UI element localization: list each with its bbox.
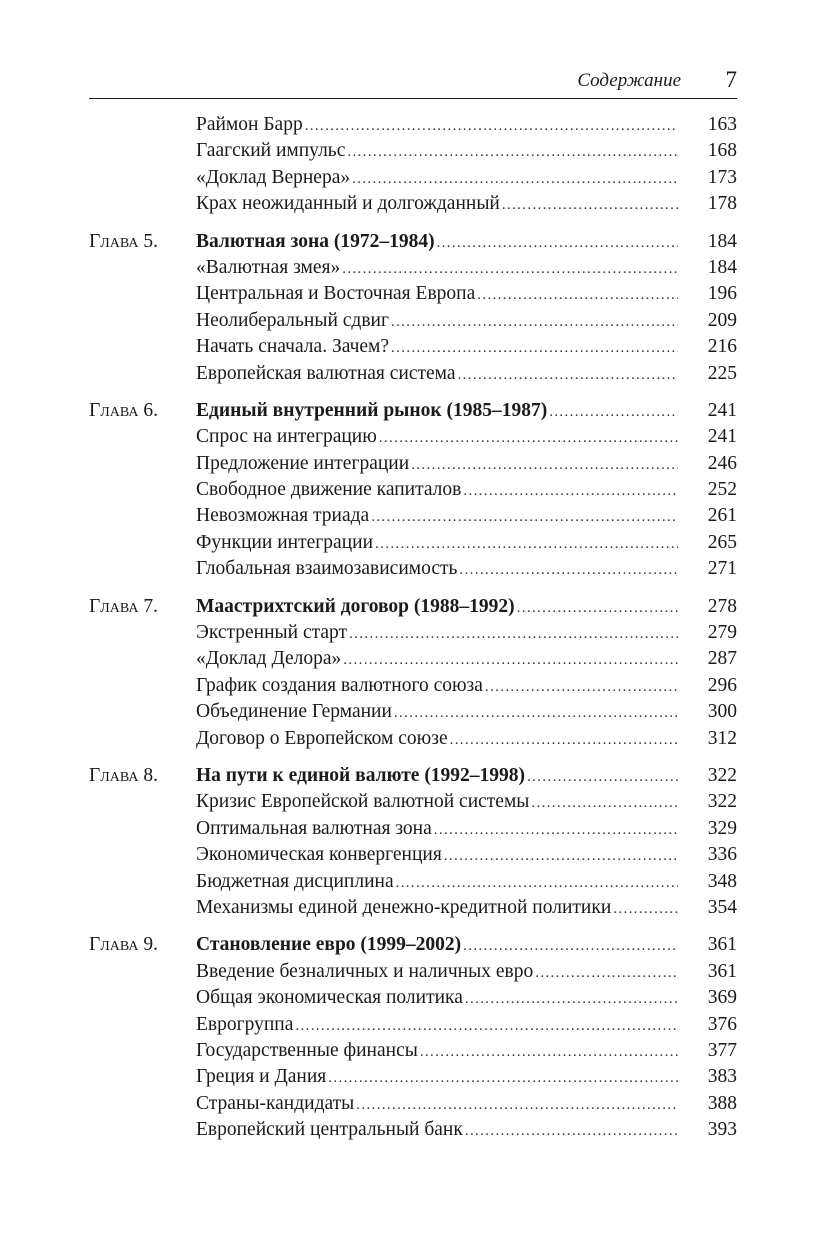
section-title: Кризис Европейской валютной системы (196, 791, 530, 813)
section-title: Страны-кандидаты (196, 1092, 355, 1114)
dot-leader (502, 192, 678, 218)
section-title: Европейский центральный банк (196, 1119, 463, 1141)
page-ref: 369 (707, 987, 737, 1009)
toc-chapter-group (0, 112, 827, 218)
toc-entry (196, 1064, 678, 1091)
toc-chapter-group (0, 932, 827, 1143)
page-ref: 279 (707, 622, 737, 644)
toc-entry (196, 1091, 678, 1118)
section-title: Греция и Дания (196, 1066, 327, 1088)
toc-entry (196, 191, 678, 218)
chapter-title: Валютная зона (1972–1984) (196, 230, 435, 252)
dot-leader (477, 282, 678, 308)
page-ref: 376 (707, 1013, 737, 1035)
dot-leader (463, 478, 678, 504)
toc-entry (196, 334, 678, 361)
section-title: Спрос на интеграцию (196, 426, 377, 448)
dot-leader (450, 727, 678, 753)
page-ref: 377 (707, 1039, 737, 1061)
section-title: Неолиберальный сдвиг (196, 309, 389, 331)
dot-leader (535, 960, 678, 986)
section-title: График создания валютного союза (196, 674, 483, 696)
page-ref: 361 (707, 960, 737, 982)
toc-section-row[interactable] (0, 281, 827, 307)
toc-entry (196, 255, 678, 282)
section-title: «Доклад Делора» (196, 648, 342, 670)
page-ref: 225 (707, 362, 737, 384)
page-ref: 184 (707, 256, 737, 278)
section-title: Экономическая конвергенция (196, 844, 442, 866)
page-ref: 168 (707, 140, 737, 162)
toc-section-row[interactable] (0, 308, 827, 334)
section-title: Экстренный старт (196, 622, 348, 644)
toc-entry (196, 1038, 678, 1065)
toc-entry (196, 726, 678, 753)
dot-leader (349, 621, 678, 647)
chapter-title: Маастрихтский договор (1988–1992) (196, 595, 515, 617)
section-title: Раймон Барр (196, 114, 303, 135)
page-ref: 178 (707, 193, 737, 215)
toc-section-row[interactable] (0, 1064, 827, 1090)
page-ref: 163 (707, 114, 737, 135)
dot-leader (437, 230, 678, 256)
toc-entry (196, 816, 678, 843)
toc-section-row[interactable] (0, 895, 827, 921)
dot-leader (458, 362, 678, 388)
section-title: Гаагский импульс (196, 140, 346, 162)
page-ref: 329 (707, 817, 737, 839)
toc-section-row[interactable] (0, 789, 827, 815)
dot-leader (465, 1118, 678, 1144)
dot-leader (391, 309, 678, 335)
toc-section-row[interactable] (0, 620, 827, 646)
toc-entry (196, 895, 678, 922)
toc-entry (196, 398, 678, 425)
page-ref: 287 (707, 648, 737, 670)
dot-leader (411, 452, 678, 478)
toc-entry (196, 869, 678, 896)
dot-leader (420, 1039, 678, 1065)
page-ref: 173 (707, 166, 737, 188)
page-ref: 336 (707, 844, 737, 866)
section-title: Договор о Европейском союзе (196, 727, 448, 749)
toc-section-row[interactable] (0, 361, 827, 387)
chapter-label: Глава 7. (89, 595, 158, 617)
chapter-label: Глава 6. (89, 399, 158, 421)
page-header (89, 67, 737, 99)
section-title: Общая экономическая политика (196, 987, 463, 1009)
page-ref: 393 (707, 1119, 737, 1141)
toc-chapter-row[interactable] (0, 398, 827, 424)
dot-leader (527, 764, 678, 790)
toc-entry (196, 620, 678, 647)
section-title: «Доклад Вернера» (196, 166, 351, 188)
page-ref: 252 (707, 479, 737, 501)
section-title: Оптимальная валютная зона (196, 817, 432, 839)
toc-section-row[interactable] (0, 503, 827, 529)
dot-leader (517, 595, 678, 621)
toc-section-row[interactable] (0, 699, 827, 725)
toc-entry (196, 229, 678, 256)
toc-entry (196, 1117, 678, 1144)
dot-leader (459, 557, 678, 583)
toc-section-row[interactable] (0, 112, 827, 138)
section-title: Невозможная триада (196, 505, 370, 527)
toc-section-row[interactable] (0, 424, 827, 450)
section-title: Свободное движение капиталов (196, 479, 462, 501)
toc-entry (196, 673, 678, 700)
section-title: Функции интеграции (196, 531, 374, 553)
toc-chapter-group (0, 229, 827, 387)
toc-entry (196, 112, 678, 139)
dot-leader (328, 1065, 678, 1091)
dot-leader (379, 425, 678, 451)
toc-entry (196, 842, 678, 869)
section-title: Центральная и Восточная Европа (196, 283, 476, 305)
section-title: Начать сначала. Зачем? (196, 336, 390, 358)
toc-entry (196, 985, 678, 1012)
toc-section-row[interactable] (0, 1091, 827, 1117)
chapter-label: Глава 8. (89, 764, 158, 786)
toc-chapter-group (0, 763, 827, 921)
toc-entry (196, 646, 678, 673)
page-ref: 196 (707, 283, 737, 305)
dot-leader (485, 674, 678, 700)
dot-leader (371, 504, 678, 530)
chapter-label: Глава 9. (89, 934, 158, 956)
page-ref: 388 (707, 1092, 737, 1114)
section-title: «Валютная змея» (196, 256, 341, 278)
toc-entry (196, 424, 678, 451)
page-ref: 265 (707, 531, 737, 553)
chapter-title: Становление евро (1999–2002) (196, 934, 462, 956)
toc-section-row[interactable] (0, 1012, 827, 1038)
dot-leader (295, 1013, 678, 1039)
dot-leader (305, 113, 678, 139)
section-title: Европейская валютная система (196, 362, 456, 384)
toc-entry (196, 763, 678, 790)
page-ref: 246 (707, 452, 737, 474)
page-ref: 300 (707, 701, 737, 723)
page-ref: 241 (707, 426, 737, 448)
toc-entry (196, 477, 678, 504)
page-ref: 184 (707, 230, 737, 252)
dot-leader (434, 817, 678, 843)
toc-entry (196, 308, 678, 335)
toc-section-row[interactable] (0, 451, 827, 477)
toc-entry (196, 530, 678, 557)
running-head: Содержание (577, 70, 681, 91)
toc-section-row[interactable] (0, 673, 827, 699)
chapter-label: Глава 5. (89, 230, 158, 252)
toc-section-row[interactable] (0, 165, 827, 191)
toc-section-row[interactable] (0, 334, 827, 360)
dot-leader (549, 399, 678, 425)
dot-leader (465, 986, 678, 1012)
toc-chapter-row[interactable] (0, 763, 827, 789)
toc-chapter-row[interactable] (0, 229, 827, 255)
page-number: 7 (725, 67, 737, 92)
toc-entry (196, 451, 678, 478)
dot-leader (343, 647, 678, 673)
page-ref: 296 (707, 674, 737, 696)
toc-section-row[interactable] (0, 530, 827, 556)
toc-entry (196, 165, 678, 192)
page-ref: 261 (707, 505, 737, 527)
toc-section-row[interactable] (0, 985, 827, 1011)
toc-chapter-row[interactable] (0, 594, 827, 620)
toc-entry (196, 556, 678, 583)
page-ref: 312 (707, 727, 737, 749)
page-ref: 354 (707, 896, 737, 918)
page-ref: 383 (707, 1066, 737, 1088)
dot-leader (347, 139, 678, 165)
dot-leader (391, 335, 678, 361)
section-title: Объединение Германии (196, 701, 392, 723)
dot-leader (613, 896, 678, 922)
toc-section-row[interactable] (0, 556, 827, 582)
chapter-title: Единый внутренний рынок (1985–1987) (196, 399, 548, 421)
dot-leader (394, 700, 678, 726)
toc-chapter-row[interactable] (0, 932, 827, 958)
toc-section-row[interactable] (0, 816, 827, 842)
toc-section-row[interactable] (0, 726, 827, 752)
page-ref: 278 (707, 595, 737, 617)
toc-entry (196, 594, 678, 621)
toc-entry (196, 138, 678, 165)
toc-chapter-group (0, 398, 827, 583)
dot-leader (531, 790, 678, 816)
page-ref: 271 (707, 558, 737, 580)
section-title: Глобальная взаимозависимость (196, 558, 458, 580)
chapter-title: На пути к единой валюте (1992–1998) (196, 764, 526, 786)
toc-section-row[interactable] (0, 191, 827, 217)
section-title: Введение безналичных и наличных евро (196, 960, 534, 982)
section-title: Бюджетная дисциплина (196, 870, 394, 892)
toc-entry (196, 699, 678, 726)
section-title: Государственные финансы (196, 1039, 418, 1061)
dot-leader (352, 166, 678, 192)
toc-entry (196, 932, 678, 959)
section-title: Механизмы единой денежно-кредитной политики (196, 896, 612, 918)
toc-section-row[interactable] (0, 138, 827, 164)
toc-chapter-group (0, 594, 827, 752)
toc-entry (196, 503, 678, 530)
toc-entry (196, 361, 678, 388)
section-title: Предложение интеграции (196, 452, 410, 474)
toc-section-row[interactable] (0, 477, 827, 503)
toc-section-row[interactable] (0, 1038, 827, 1064)
toc-section-row[interactable] (0, 646, 827, 672)
page-ref: 216 (707, 336, 737, 358)
toc-entry (196, 959, 678, 986)
toc-entry (196, 281, 678, 308)
toc-entry (196, 789, 678, 816)
section-title: Крах неожиданный и долгожданный (196, 193, 500, 215)
toc-entry (196, 1012, 678, 1039)
table-of-contents (0, 112, 827, 1154)
page-ref: 209 (707, 309, 737, 331)
page-ref: 348 (707, 870, 737, 892)
section-title: Еврогруппа (196, 1013, 294, 1035)
dot-leader (396, 870, 678, 896)
toc-section-row[interactable] (0, 1117, 827, 1143)
toc-section-row[interactable] (0, 869, 827, 895)
dot-leader (444, 843, 678, 869)
page-ref: 361 (707, 934, 737, 956)
toc-section-row[interactable] (0, 842, 827, 868)
page-ref: 322 (707, 791, 737, 813)
dot-leader (463, 933, 678, 959)
page-ref: 241 (707, 399, 737, 421)
dot-leader (342, 256, 678, 282)
toc-section-row[interactable] (0, 959, 827, 985)
page-ref: 322 (707, 764, 737, 786)
dot-leader (356, 1092, 678, 1118)
toc-section-row[interactable] (0, 255, 827, 281)
dot-leader (375, 531, 678, 557)
